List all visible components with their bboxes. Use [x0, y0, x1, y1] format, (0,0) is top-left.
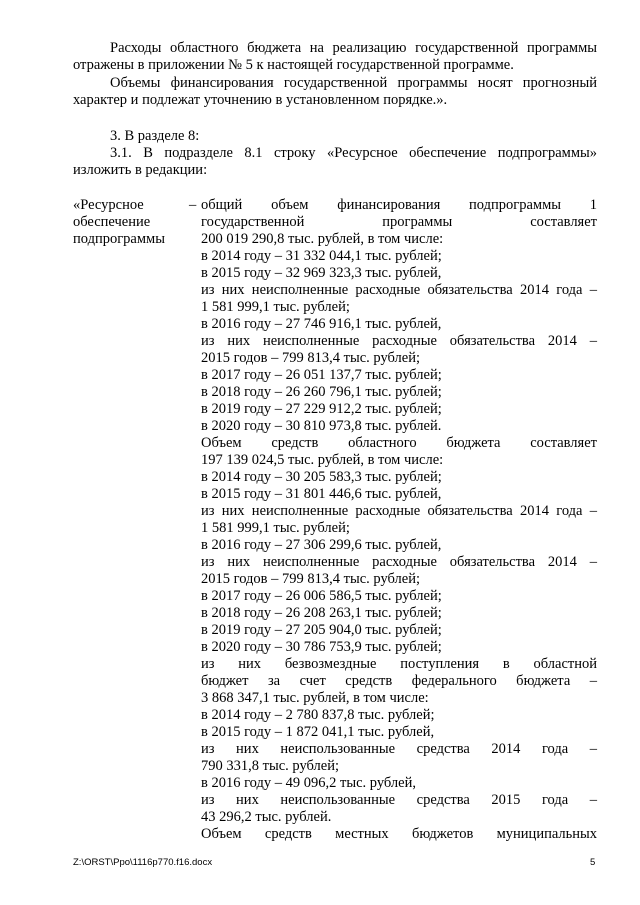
content-line: в 2018 году – 26 260 796,1 тыс. рублей;: [201, 384, 442, 400]
content-line: в 2017 году – 26 051 137,7 тыс. рублей;: [201, 367, 442, 383]
section-heading: 3. В разделе 8:: [110, 128, 200, 144]
intro-line-1: Расходы областного бюджета на реализацию государственной программы: [110, 40, 597, 56]
content-line: 1 581 999,1 тыс. рублей;: [201, 299, 350, 315]
subsection-line-2: изложить в редакции:: [73, 162, 208, 178]
content-line: из них неисполненные расходные обязательства 2014 года –: [201, 503, 597, 519]
content-line: в 2016 году – 27 306 299,6 тыс. рублей,: [201, 537, 442, 553]
content-line: Объем средств областного бюджета составляет: [201, 435, 597, 451]
footer-file-path: Z:\ORST\Ppo\1116p770.f16.docx: [73, 857, 213, 868]
row-dash: –: [189, 197, 197, 213]
content-line: в 2014 году – 2 780 837,8 тыс. рублей;: [201, 707, 435, 723]
row-label-line-1: «Ресурсное: [73, 197, 144, 213]
content-line: 1 581 999,1 тыс. рублей;: [201, 520, 350, 536]
intro-line-3: Объемы финансирования государственной программы носят прогнозный: [110, 75, 597, 91]
content-line: бюджет за счет средств федерального бюджета –: [201, 673, 597, 689]
content-line: в 2020 году – 30 810 973,8 тыс. рублей.: [201, 418, 442, 434]
intro-line-2: отражены в приложении № 5 к настоящей государственной программе.: [73, 57, 514, 73]
content-line: в 2018 году – 26 208 263,1 тыс. рублей;: [201, 605, 442, 621]
content-line: в 2016 году – 27 746 916,1 тыс. рублей,: [201, 316, 442, 332]
content-line: в 2017 году – 26 006 586,5 тыс. рублей;: [201, 588, 442, 604]
content-line: из них неисполненные расходные обязательства 2014 –: [201, 554, 597, 570]
content-line: в 2020 году – 30 786 753,9 тыс. рублей;: [201, 639, 442, 655]
page-number: 5: [590, 857, 596, 868]
content-line: в 2019 году – 27 229 912,2 тыс. рублей;: [201, 401, 442, 417]
content-line: 2015 годов – 799 813,4 тыс. рублей;: [201, 571, 421, 587]
content-line: 2015 годов – 799 813,4 тыс. рублей;: [201, 350, 421, 366]
content-line: из них неиспользованные средства 2015 года –: [201, 792, 597, 808]
content-line: общий объем финансирования подпрограммы 1: [201, 197, 597, 213]
content-line: в 2015 году – 32 969 323,3 тыс. рублей,: [201, 265, 442, 281]
content-line: в 2016 году – 49 096,2 тыс. рублей,: [201, 775, 416, 791]
content-line: 790 331,8 тыс. рублей;: [201, 758, 339, 774]
content-line: в 2014 году – 30 205 583,3 тыс. рублей;: [201, 469, 442, 485]
content-line: в 2014 году – 31 332 044,1 тыс. рублей;: [201, 248, 442, 264]
content-line: из них неисполненные расходные обязательства 2014 года –: [201, 282, 597, 298]
content-line: в 2015 году – 31 801 446,6 тыс. рублей,: [201, 486, 442, 502]
content-line: в 2019 году – 27 205 904,0 тыс. рублей;: [201, 622, 442, 638]
content-line: 197 139 024,5 тыс. рублей, в том числе:: [201, 452, 444, 468]
content-line: из них неисполненные расходные обязательства 2014 –: [201, 333, 597, 349]
content-line: 200 019 290,8 тыс. рублей, в том числе:: [201, 231, 444, 247]
row-label-line-2: обеспечение: [73, 214, 151, 230]
content-line: из них неиспользованные средства 2014 года –: [201, 741, 597, 757]
row-label-line-3: подпрограммы: [73, 231, 165, 247]
content-line: из них безвозмездные поступления в областной: [201, 656, 597, 672]
intro-line-4: характер и подлежат уточнению в установленном порядке.».: [73, 92, 448, 108]
content-line: государственной программы составляет: [201, 214, 597, 230]
content-line: Объем средств местных бюджетов муниципальных: [201, 826, 597, 842]
content-line: в 2015 году – 1 872 041,1 тыс. рублей,: [201, 724, 435, 740]
content-line: 3 868 347,1 тыс. рублей, в том числе:: [201, 690, 429, 706]
subsection-line-1: 3.1. В подразделе 8.1 строку «Ресурсное обеспечение подпрограммы»: [110, 145, 597, 161]
content-line: 43 296,2 тыс. рублей.: [201, 809, 332, 825]
